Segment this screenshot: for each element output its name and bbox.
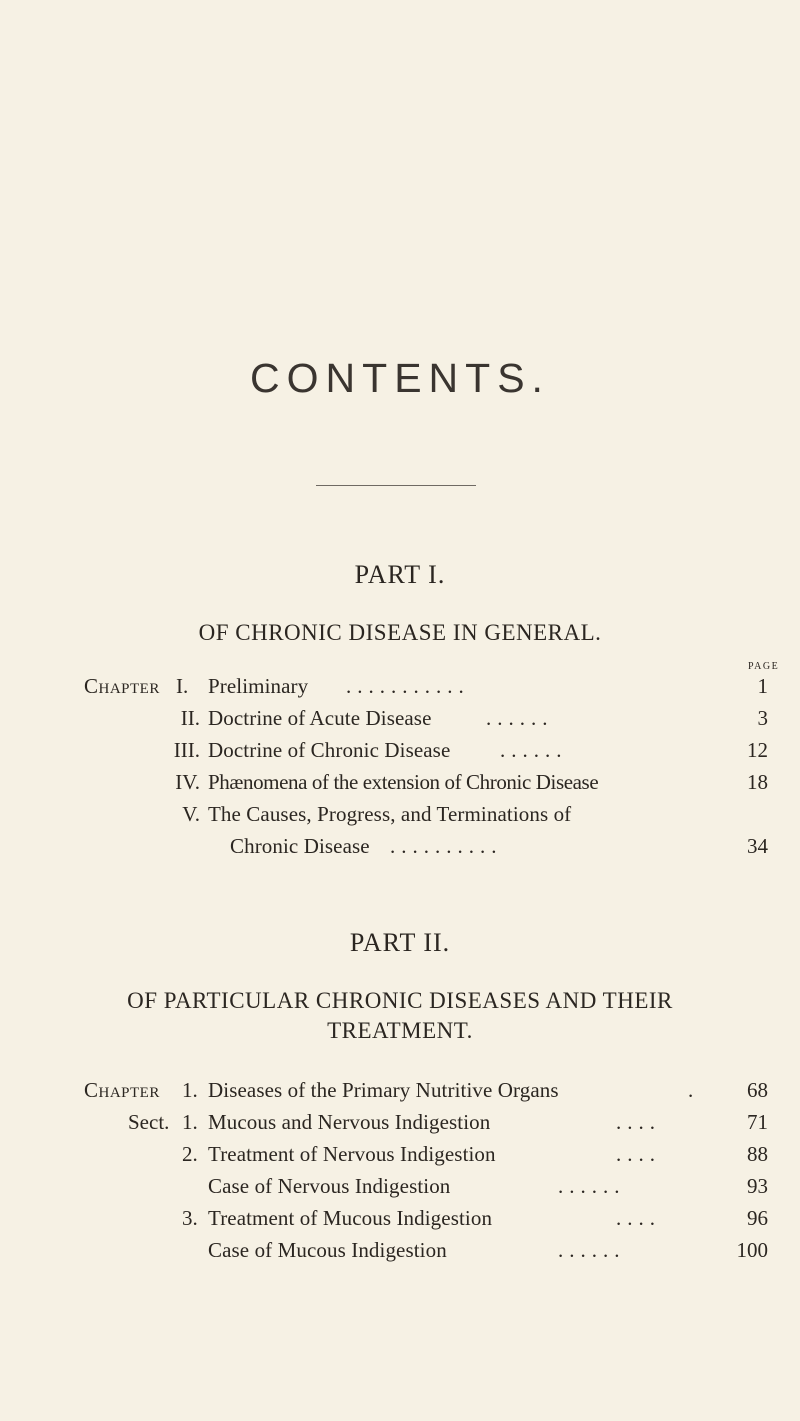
- toc-entry: [0, 738, 800, 768]
- chapter-label: Chapter: [84, 1078, 160, 1102]
- entry-title: The Causes, Progress, and Terminations of: [208, 802, 572, 826]
- dot-leader: ..........: [390, 834, 503, 858]
- entry-page: 96: [747, 1206, 768, 1230]
- toc-entry: [0, 1238, 800, 1268]
- entry-title: Treatment of Nervous Indigestion: [208, 1142, 496, 1166]
- entry-page: 71: [747, 1110, 768, 1134]
- page-column-label: PAGE: [748, 661, 780, 672]
- entry-number: 1.: [182, 1110, 198, 1134]
- entry-page: 12: [747, 738, 768, 762]
- title-divider: [316, 485, 476, 486]
- dot-leader: .: [688, 1078, 700, 1102]
- entry-number: 1.: [182, 1078, 198, 1102]
- chapter-label: Chapter: [84, 674, 160, 698]
- entry-title: Preliminary: [208, 674, 309, 698]
- toc-entry: [0, 1110, 800, 1140]
- entry-number: I.: [176, 674, 189, 698]
- toc-entry: [0, 802, 800, 832]
- entry-page: 88: [747, 1142, 768, 1166]
- entry-title: Doctrine of Acute Disease: [208, 706, 432, 730]
- entry-page: 68: [747, 1078, 768, 1102]
- entry-number: II.: [180, 706, 200, 730]
- dot-leader: ....: [616, 1110, 661, 1134]
- dot-leader: ....: [616, 1206, 661, 1230]
- entry-number: IV.: [175, 770, 200, 794]
- sect-label: Sect.: [128, 1110, 170, 1134]
- entry-page: 100: [736, 1238, 768, 1262]
- dot-leader: ......: [486, 706, 554, 730]
- toc-entry: [0, 1206, 800, 1236]
- entry-number: 2.: [182, 1142, 198, 1166]
- contents-title: CONTENTS.: [250, 355, 550, 401]
- toc-entry: [0, 1078, 800, 1108]
- entry-number: V.: [182, 802, 200, 826]
- entry-title: Case of Mucous Indigestion: [208, 1238, 447, 1262]
- part-2-heading-line-2: TREATMENT.: [327, 1018, 473, 1043]
- entry-title: Mucous and Nervous Indigestion: [208, 1110, 491, 1134]
- entry-page: 18: [747, 770, 768, 794]
- entry-title: Diseases of the Primary Nutritive Organs: [208, 1078, 559, 1102]
- dot-leader: ...........: [346, 674, 470, 698]
- entry-page: 1: [757, 674, 768, 698]
- part-1-title: PART I.: [354, 560, 446, 589]
- entry-page: 93: [747, 1174, 768, 1198]
- dot-leader: ......: [500, 738, 568, 762]
- part-2-title: PART II.: [349, 928, 451, 957]
- part-1-heading: OF CHRONIC DISEASE IN GENERAL.: [198, 620, 602, 645]
- entry-title: Phænomena of the extension of Chronic Disease: [208, 770, 599, 794]
- entry-page: 34: [747, 834, 768, 858]
- toc-entry: [0, 1142, 800, 1172]
- dot-leader: ....: [616, 1142, 661, 1166]
- toc-entry: [0, 1174, 800, 1204]
- entry-title: Treatment of Mucous Indigestion: [208, 1206, 493, 1230]
- part-2-heading-line-1: OF PARTICULAR CHRONIC DISEASES AND THEIR: [127, 988, 673, 1013]
- entry-title: Case of Nervous Indigestion: [208, 1174, 451, 1198]
- entry-title: Doctrine of Chronic Disease: [208, 738, 451, 762]
- entry-number: III.: [173, 738, 200, 762]
- toc-entry: [0, 674, 800, 704]
- entry-page: 3: [757, 706, 768, 730]
- toc-entry: [0, 770, 800, 800]
- entry-title: Chronic Disease: [230, 834, 370, 858]
- dot-leader: ......: [558, 1174, 626, 1198]
- toc-entry: [0, 706, 800, 736]
- toc-entry: [0, 834, 800, 864]
- dot-leader: ......: [558, 1238, 626, 1262]
- entry-number: 3.: [182, 1206, 198, 1230]
